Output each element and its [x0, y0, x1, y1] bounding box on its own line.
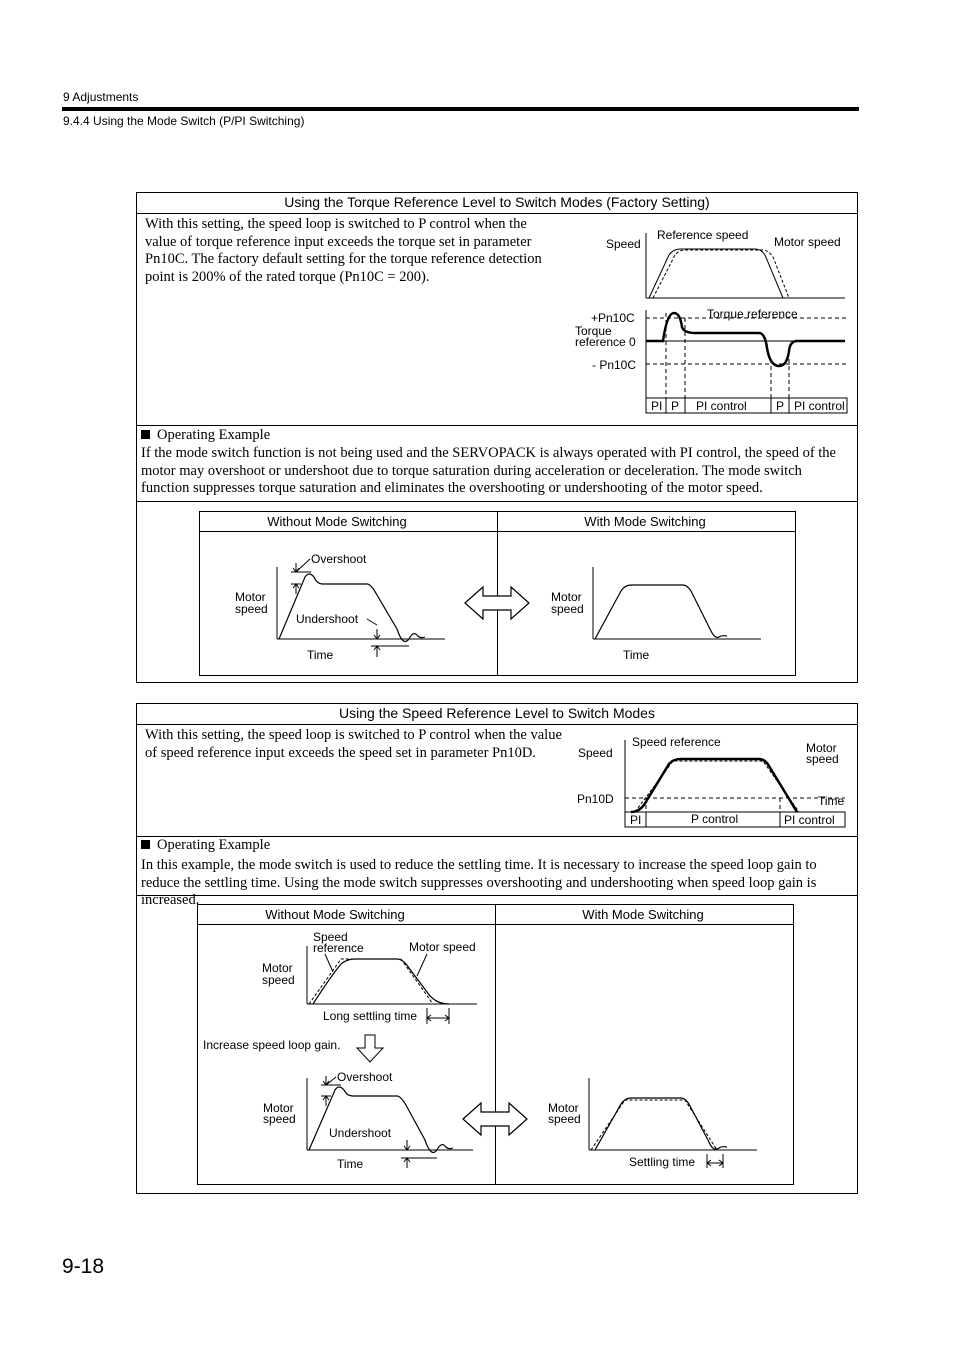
page-number: 9-18	[62, 1255, 105, 1278]
with-mode-switching-title: With Mode Switching	[582, 907, 704, 922]
reference-curve	[591, 1100, 717, 1150]
section-header: 9.4.4 Using the Mode Switch (P/PI Switching)	[63, 114, 305, 128]
mode-label-pi-control: PI control	[784, 813, 835, 827]
motor-speed-label: speed	[806, 752, 839, 766]
time-label: Time	[337, 1157, 364, 1171]
motor-speed-label: speed	[235, 602, 268, 616]
torque-section-box	[136, 192, 858, 683]
torque-reference-label: Torque reference	[707, 307, 798, 321]
motor-speed-curve	[635, 761, 799, 812]
reference-speed-label: Reference speed	[657, 228, 749, 242]
mspeed-leader	[417, 954, 427, 976]
overshoot-leader	[326, 1077, 336, 1085]
square-bullet-icon	[141, 840, 150, 849]
chapter-header: 9 Adjustments	[63, 90, 139, 104]
mode-label-pi: PI	[630, 813, 642, 827]
speed-reference-label: Speed	[313, 930, 348, 944]
sref-leader	[325, 954, 333, 972]
undershoot-label: Undershoot	[329, 1126, 392, 1140]
overshoot-leader	[296, 559, 310, 572]
motor-speed-axis-label: Motor	[262, 961, 293, 975]
speed-axis-label: Speed	[578, 746, 613, 760]
divider	[137, 425, 857, 426]
speed-axis-label: Speed	[606, 237, 641, 251]
without-mode-switching-title: Without Mode Switching	[267, 514, 407, 529]
torque-section-title: Using the Torque Reference Level to Switch Modes (Factory Setting)	[284, 194, 710, 210]
divider	[137, 501, 857, 502]
divider	[137, 213, 857, 214]
pn10d-label: Pn10D	[577, 792, 614, 806]
torque-switch-diagram	[567, 221, 855, 419]
arrow-up-icon	[374, 646, 380, 657]
operating-example-text: If the mode switch function is not being used and the SERVOPACK is always operated with PI control, the speed of the motor may overshoot or undershoot due to torque saturation during acceleration or deceleration. The mode switch function suppresses torque saturation and eliminates the overshooting or undershooting of the motor speed.	[141, 445, 836, 496]
mode-label-p-control: P control	[691, 812, 739, 826]
time-label: Time	[818, 794, 845, 808]
motor-speed-label: Motor speed	[409, 940, 476, 954]
torque-description: With this setting, the speed loop is switched to P control when the value of torque reference input exceeds the torque set in parameter Pn10C. The factory default setting for the torque reference detection point is 200% of the rated torque (Pn10C = 200).	[145, 216, 542, 285]
mode-label-p: P	[776, 399, 785, 413]
increase-gain-label: Increase speed loop gain.	[203, 1038, 341, 1052]
overshoot-speed-curve	[309, 1087, 453, 1152]
motor-speed-label: Motor	[806, 741, 837, 755]
arrow-down-icon	[404, 1140, 410, 1150]
arrow-up-icon	[404, 1158, 410, 1168]
speed-section-title: Using the Speed Reference Level to Switch Modes	[339, 705, 655, 721]
double-arrow-small-icon	[707, 1160, 723, 1166]
mode-label-pi: PI	[651, 399, 663, 413]
torque-zero-label: reference 0	[575, 335, 636, 349]
speed-reference-label: reference	[313, 941, 364, 955]
without-mode-switching-title: Without Mode Switching	[265, 907, 405, 922]
motor-speed-label: Motor speed	[774, 235, 841, 249]
motor-speed-axis-label: speed	[548, 1112, 581, 1126]
arrow-down-icon	[374, 629, 380, 639]
operating-example-text: In this example, the mode switch is used to reduce the settling time. It is necessary to increase the speed loop gain to reduce the settling time. Using the mode switch suppresses overshooting and undershooting when speed loop gain is increased.	[141, 857, 817, 908]
speed-comparison	[197, 904, 795, 1187]
square-bullet-icon	[141, 430, 150, 439]
plus-pn10c-label: +Pn10C	[591, 311, 635, 325]
motor-speed-curve	[653, 250, 789, 298]
switched-speed-curve	[595, 585, 727, 639]
arrow-down-icon	[357, 1035, 383, 1062]
mode-label-p: P	[671, 399, 680, 413]
header-rule	[62, 107, 859, 111]
double-arrow-small-icon	[427, 1015, 449, 1021]
speed-reference-label: Speed reference	[632, 735, 721, 749]
operating-example-label: Operating Example	[141, 837, 270, 855]
minus-pn10c-label: - Pn10C	[592, 358, 637, 372]
divider	[137, 724, 857, 725]
motor-speed-axis-label: Motor	[548, 1101, 579, 1115]
switched-speed-curve	[595, 1098, 727, 1150]
speed-reference-curve	[631, 759, 797, 812]
time-label: Time	[623, 648, 650, 662]
divider	[137, 895, 857, 896]
overshoot-label: Overshoot	[311, 552, 367, 566]
speed-description: With this setting, the speed loop is switched to P control when the value of speed reference input exceeds the speed set in parameter Pn10D.	[145, 727, 562, 761]
operating-example-label: Operating Example	[141, 427, 270, 445]
motor-speed-label: speed	[551, 602, 584, 616]
mode-label-pi-control: PI control	[794, 399, 845, 413]
reference-speed-curve	[649, 249, 783, 298]
speed-section-box	[136, 703, 858, 1194]
speed-switch-diagram	[573, 732, 855, 832]
motor-speed-label: Motor	[551, 590, 582, 604]
motor-speed-axis-label: Motor	[263, 1101, 294, 1115]
undershoot-leader	[367, 619, 377, 625]
torque-label: Torque	[575, 324, 612, 338]
motor-speed-axis-label: speed	[263, 1112, 296, 1126]
time-label: Time	[307, 648, 334, 662]
long-settling-label: Long settling time	[323, 1009, 418, 1023]
torque-comparison	[199, 511, 797, 677]
settling-time-label: Settling time	[629, 1155, 696, 1169]
overshoot-label: Overshoot	[337, 1070, 393, 1084]
with-mode-switching-title: With Mode Switching	[584, 514, 706, 529]
undershoot-label: Undershoot	[296, 612, 359, 626]
mode-label-pi-control: PI control	[696, 399, 747, 413]
motor-speed-axis-label: speed	[262, 973, 295, 987]
motor-speed-label: Motor	[235, 590, 266, 604]
